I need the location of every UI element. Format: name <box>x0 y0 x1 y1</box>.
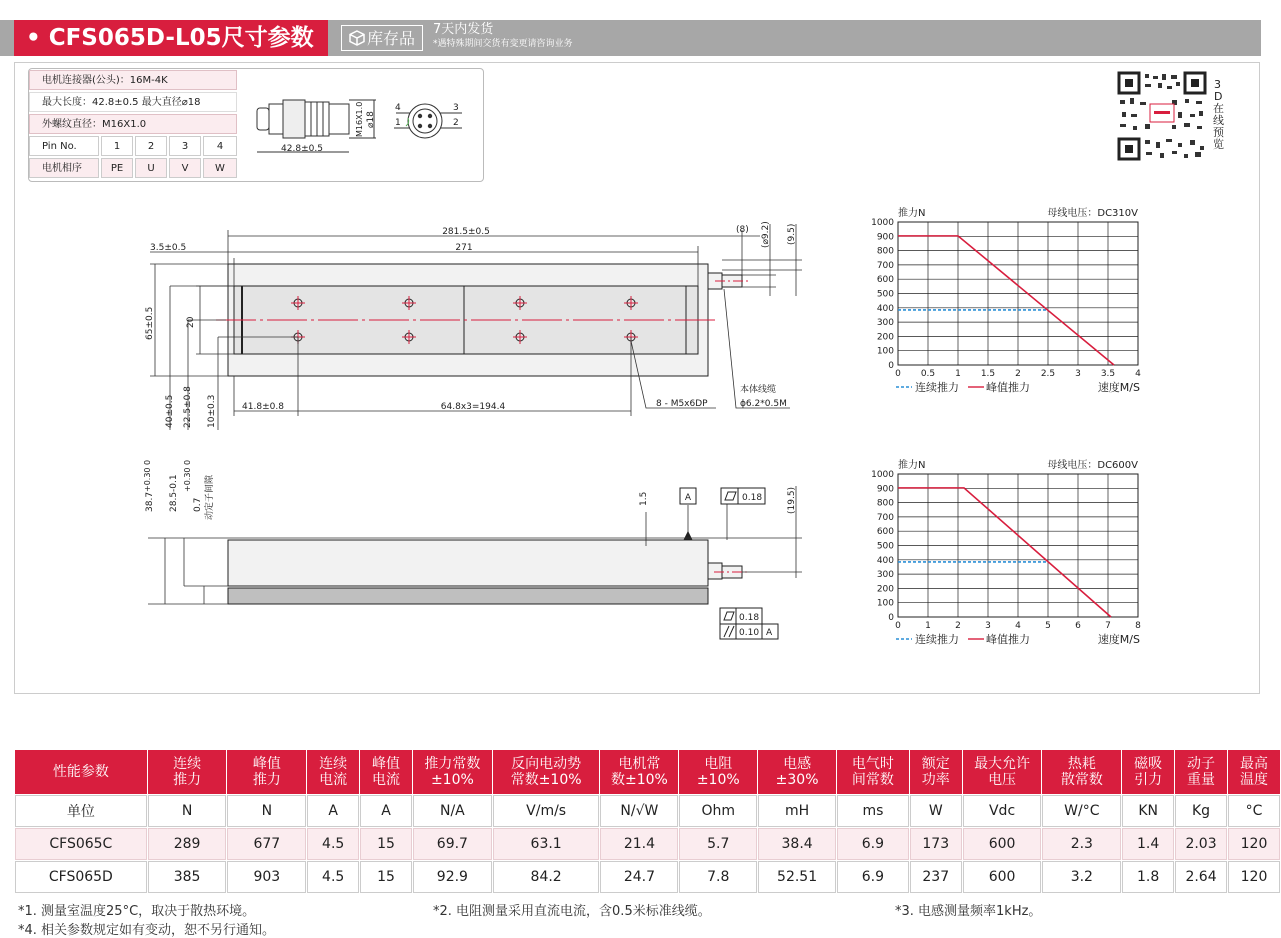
spec-unit-cell: N <box>227 795 306 827</box>
spec-value-cell: 237 <box>910 861 962 893</box>
dim-40: 40±0.5 <box>165 394 175 428</box>
chart-x-tick: 2 <box>1015 369 1021 379</box>
spec-value-cell: 5.7 <box>679 828 757 860</box>
spec-value-cell: 1.4 <box>1122 828 1174 860</box>
spec-value-cell: 92.9 <box>413 861 492 893</box>
spec-header-cell: 连续 电流 <box>307 750 359 794</box>
qr-code <box>1118 72 1206 160</box>
spec-header-cell: 峰值 电流 <box>360 750 412 794</box>
dim-gap: 动定子间隙 <box>205 474 215 520</box>
connector-thread: 外螺纹直径：M16X1.0 <box>29 114 237 134</box>
legend-peak: 峰值推力 <box>986 381 1030 394</box>
spec-value-cell: 24.7 <box>600 861 678 893</box>
spec-value-cell: 600 <box>963 861 1042 893</box>
spec-units-row <box>15 795 1280 827</box>
spec-unit-cell: mH <box>758 795 836 827</box>
chart-y-tick: 400 <box>876 303 894 314</box>
page-title: • CFS065D-L05尺寸参数 <box>14 20 328 56</box>
note-3: *3. 电感测量频率1kHz。 <box>895 904 1042 919</box>
chart-y-tick: 500 <box>876 289 894 300</box>
dim-10: 10±0.3 <box>207 394 217 428</box>
legend-peak: 峰值推力 <box>986 633 1030 646</box>
spec-value-cell: 15 <box>360 861 412 893</box>
cable-label-1: 本体线缆 <box>740 385 777 395</box>
holes-label: 8 - M5x6DP <box>656 399 708 409</box>
flatness-val-2: 0.18 <box>739 613 760 623</box>
parallel-val: 0.10 <box>739 628 760 638</box>
spec-unit-cell: KN <box>1122 795 1174 827</box>
spec-value-cell: 15 <box>360 828 412 860</box>
spec-header-cell: 推力常数 ±10% <box>413 750 492 794</box>
chart-x-tick: 0 <box>895 369 901 379</box>
chart-x-tick: 8 <box>1135 621 1141 631</box>
spec-header-row <box>15 750 1280 794</box>
spec-unit-cell: A <box>307 795 359 827</box>
spec-unit-cell: Kg <box>1175 795 1227 827</box>
pin-face <box>394 104 462 138</box>
spec-header-cell: 磁吸 引力 <box>1122 750 1174 794</box>
spec-value-cell: 21.4 <box>600 828 678 860</box>
chart-x-tick: 6 <box>1075 621 1081 631</box>
chart-y-tick: 900 <box>876 232 894 243</box>
spec-header-cell: 最大允许 电压 <box>963 750 1042 794</box>
spec-unit-cell: N/√W <box>600 795 678 827</box>
chart-y-tick: 0 <box>888 361 894 371</box>
spec-value-cell: 600 <box>963 828 1042 860</box>
spec-unit-cell: N/A <box>413 795 492 827</box>
spec-value-cell: 38.4 <box>758 828 836 860</box>
chart-x-tick: 2 <box>955 621 961 631</box>
spec-unit-cell: Ohm <box>679 795 757 827</box>
spec-header-cell: 电气时 间常数 <box>837 750 909 794</box>
spec-value-cell: 2.3 <box>1042 828 1121 860</box>
conn-dim-len: 42.8±0.5 <box>281 144 323 154</box>
pin-label: Pin No. <box>29 136 99 156</box>
spec-header-cell: 电机常 数±10% <box>600 750 678 794</box>
dim-left: 3.5±0.5 <box>150 243 187 253</box>
spec-value-cell: 6.9 <box>837 828 909 860</box>
spec-value-cell: 677 <box>227 828 306 860</box>
flatness-val: 0.18 <box>742 493 763 503</box>
pin-num-2: 2 <box>453 118 459 128</box>
chart-y-tick: 0 <box>888 613 894 623</box>
chart-y-tick: 600 <box>876 275 894 286</box>
dim-64-8: 64.8x3=194.4 <box>440 402 506 412</box>
dim-1-5: 1.5 <box>639 491 649 506</box>
dim-65: 65±0.5 <box>145 306 155 340</box>
connector-type: 电机连接器(公头)：16M-4K <box>29 70 237 90</box>
chart-y-tick: 500 <box>876 541 894 552</box>
chart-y-tick: 1000 <box>871 470 894 480</box>
note-2: *2. 电阻测量采用直流电流，含0.5米标准线缆。 <box>433 904 711 919</box>
spec-value-cell: 120 <box>1228 861 1280 893</box>
spec-unit-cell: V/m/s <box>493 795 600 827</box>
chart-y-tick: 400 <box>876 555 894 566</box>
spec-unit-cell: °C <box>1228 795 1280 827</box>
chart-y-tick: 100 <box>876 346 894 357</box>
force-speed-chart-310v <box>871 206 1141 394</box>
chart-x-tick: 5 <box>1045 621 1051 631</box>
chart-y-tick: 600 <box>876 527 894 538</box>
pin-num-4: 4 <box>395 103 401 113</box>
motor-top-view <box>216 264 748 376</box>
cable-label-2: ϕ6.2*0.5M <box>740 399 787 409</box>
spec-header-cell: 峰值 推力 <box>227 750 306 794</box>
spec-header-cell: 动子 重量 <box>1175 750 1227 794</box>
spec-value-cell: 84.2 <box>493 861 600 893</box>
chart-y-tick: 800 <box>876 246 894 257</box>
spec-value-cell: 52.51 <box>758 861 836 893</box>
spec-row-cfs065d <box>15 861 1280 893</box>
spec-value-cell: 7.8 <box>679 861 757 893</box>
note-1: *1. 测量室温度25°C，取决于散热环境。 <box>18 904 256 919</box>
spec-unit-cell: W <box>910 795 962 827</box>
chart-x-label: 速度M/S <box>1097 633 1140 646</box>
chart-x-tick: 3 <box>985 621 991 631</box>
chart-x-tick: 0 <box>895 621 901 631</box>
spec-header-cell: 反向电动势 常数±10% <box>493 750 600 794</box>
chart-y-tick: 1000 <box>871 218 894 228</box>
pin-3: 3 <box>169 136 201 156</box>
dim-8: (8) <box>736 225 749 235</box>
spec-value-cell: 289 <box>148 828 227 860</box>
spec-value-cell: CFS065C <box>15 828 147 860</box>
dim-41-8: 41.8±0.8 <box>242 402 284 412</box>
pin-2: 2 <box>135 136 167 156</box>
dim-0-7-tol: +0.30 0 <box>183 459 192 492</box>
chart-y-tick: 300 <box>876 570 894 581</box>
chart-y-label: 推力N <box>898 460 926 471</box>
spec-value-cell: 173 <box>910 828 962 860</box>
phase-w: W <box>203 158 237 178</box>
chart-voltage-label: 母线电压：DC600V <box>1047 460 1138 471</box>
spec-value-cell: 1.8 <box>1122 861 1174 893</box>
dim-0-7: 0.7 <box>193 497 203 512</box>
spec-unit-cell: ms <box>837 795 909 827</box>
spec-unit-cell: W/°C <box>1042 795 1121 827</box>
spec-table <box>14 749 1281 894</box>
spec-header-cell: 连续 推力 <box>148 750 227 794</box>
chart-x-tick: 0.5 <box>920 369 936 379</box>
pin-4: 4 <box>203 136 237 156</box>
spec-unit-cell: Vdc <box>963 795 1042 827</box>
conn-dim-d: ⌀18 <box>366 111 376 128</box>
pin-1: 1 <box>101 136 133 156</box>
chart-voltage-label: 母线电压：DC310V <box>1047 208 1138 219</box>
ship-title: 7天内发货 <box>433 22 494 37</box>
spec-value-cell: 903 <box>227 861 306 893</box>
chart-x-tick: 1 <box>955 369 961 379</box>
dim-28-5: 28.5-0.1 <box>169 474 179 512</box>
ship-note: *遇特殊期间交货有变更请咨询业务 <box>433 39 573 49</box>
spec-value-cell: 120 <box>1228 828 1280 860</box>
pin-num-3: 3 <box>453 103 459 113</box>
dim-body: 271 <box>455 243 473 253</box>
chart-y-tick: 200 <box>876 584 894 595</box>
spec-value-cell: CFS065D <box>15 861 147 893</box>
spec-value-cell: 4.5 <box>307 828 359 860</box>
spec-value-cell: 4.5 <box>307 861 359 893</box>
dim-9-2: (⌀9.2) <box>761 221 771 248</box>
chart-y-tick: 800 <box>876 498 894 509</box>
dim-total: 281.5±0.5 <box>442 227 490 237</box>
spec-unit-cell: A <box>360 795 412 827</box>
chart-x-tick: 1.5 <box>980 369 996 379</box>
chart-y-tick: 700 <box>876 512 894 523</box>
chart-y-tick: 900 <box>876 484 894 495</box>
chart-y-tick: 700 <box>876 260 894 271</box>
datum-a: A <box>684 493 692 503</box>
legend-continuous: 连续推力 <box>915 633 959 646</box>
spec-value-cell: 2.03 <box>1175 828 1227 860</box>
qr-label: 3 D 在线预览 <box>1213 78 1224 151</box>
dim-22-5: 22.5±0.8 <box>183 386 193 428</box>
phase-pe: PE <box>101 158 133 178</box>
spec-header-cell: 最高 温度 <box>1228 750 1280 794</box>
spec-header-cell: 电阻 ±10% <box>679 750 757 794</box>
dim-38-7: 38.7 <box>145 491 155 512</box>
chart-x-tick: 4 <box>1015 621 1021 631</box>
chart-x-tick: 7 <box>1105 621 1111 631</box>
chart-x-tick: 1 <box>925 621 931 631</box>
motor-side-view <box>228 532 748 604</box>
spec-value-cell: 63.1 <box>493 828 600 860</box>
chart-x-tick: 3 <box>1075 369 1081 379</box>
dim-20: 20 <box>186 316 196 328</box>
spec-header-cell: 性能参数 <box>15 750 147 794</box>
chart-x-tick: 4 <box>1135 369 1141 379</box>
force-speed-chart-600v <box>871 458 1141 646</box>
note-4: *4. 相关参数规定如有变动，恕不另行通知。 <box>18 923 276 938</box>
parallel-ref: A <box>766 628 773 638</box>
stock-label: 库存品 <box>366 29 415 48</box>
phase-label: 电机相序 <box>29 158 99 178</box>
spec-value-cell: 69.7 <box>413 828 492 860</box>
pin-num-1: 1 <box>395 118 401 128</box>
spec-unit-cell: 单位 <box>15 795 147 827</box>
chart-y-tick: 200 <box>876 332 894 343</box>
legend-continuous: 连续推力 <box>915 381 959 394</box>
phase-u: U <box>135 158 167 178</box>
chart-x-tick: 3.5 <box>1100 369 1116 379</box>
spec-value-cell: 2.64 <box>1175 861 1227 893</box>
conn-dim-m: M16X1.0 <box>355 101 364 137</box>
spec-unit-cell: N <box>148 795 227 827</box>
dim-38-7-tol: +0.30 0 <box>143 459 152 492</box>
dim-9-5: (9.5) <box>787 223 797 245</box>
spec-value-cell: 3.2 <box>1042 861 1121 893</box>
dim-19-5: (19.5) <box>787 486 797 514</box>
chart-y-tick: 100 <box>876 598 894 609</box>
chart-y-label: 推力N <box>898 208 926 219</box>
phase-v: V <box>169 158 201 178</box>
spec-value-cell: 385 <box>148 861 227 893</box>
chart-x-label: 速度M/S <box>1097 381 1140 394</box>
spec-header-cell: 电感 ±30% <box>758 750 836 794</box>
chart-x-tick: 2.5 <box>1040 369 1056 379</box>
spec-header-cell: 热耗 散常数 <box>1042 750 1121 794</box>
spec-value-cell: 6.9 <box>837 861 909 893</box>
spec-row-cfs065c <box>15 828 1280 860</box>
connector-length: 最大长度：42.8±0.5 最大直径⌀18 <box>29 92 237 112</box>
chart-y-tick: 300 <box>876 318 894 329</box>
spec-header-cell: 额定 功率 <box>910 750 962 794</box>
